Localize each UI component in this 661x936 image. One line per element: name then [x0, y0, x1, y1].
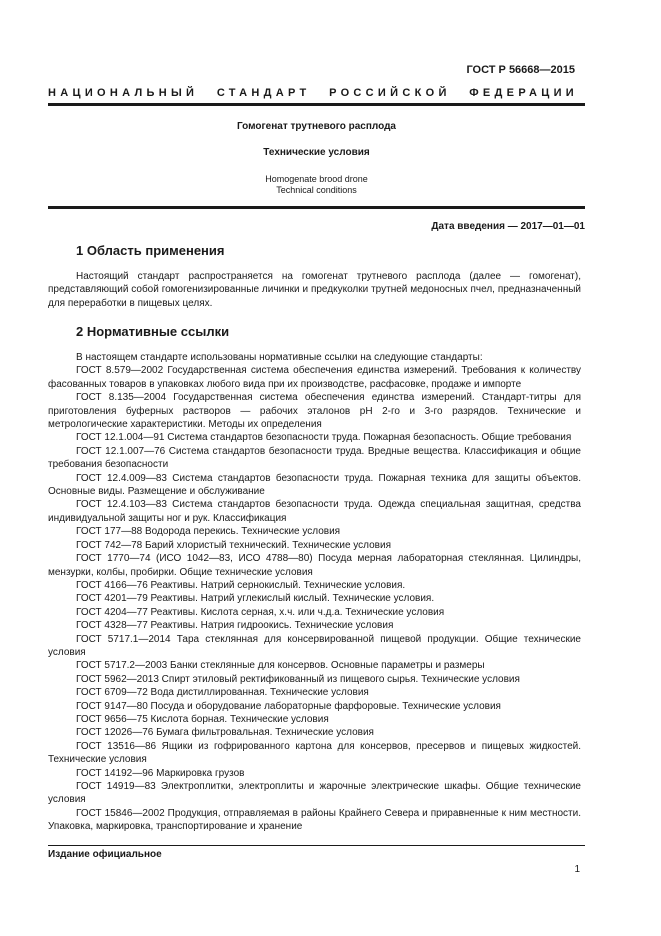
introduction-date: Дата введения — 2017—01—01: [431, 221, 585, 232]
banner-word-2: СТАНДАРТ: [216, 87, 311, 99]
section-1-body: [48, 270, 581, 310]
reference-item: ГОСТ 8.579—2002 Государственная система обеспечения единства измерений. Требования к количеству фасованных товаров в упаковках любого вида при их производстве, расфасовке, продаже и импорте: [48, 365, 581, 390]
document-subtitle: Технические условия: [263, 147, 370, 158]
reference-item: ГОСТ 15846—2002 Продукция, отправляемая в районы Крайнего Севера и приравненные к ним местности. Упаковка, маркировка, транспортирование и хранение: [48, 807, 581, 833]
page-number: 1: [574, 864, 580, 875]
reference-item: ГОСТ 5717.1—2014 Тара стеклянная для консервированной пищевой продукции. Общие технические условия: [48, 633, 581, 658]
banner-word-3: РОССИЙСКОЙ: [329, 87, 451, 99]
banner-word-1: НАЦИОНАЛЬНЫЙ: [48, 87, 199, 99]
english-title-line-2: Technical conditions: [276, 185, 357, 195]
reference-item: ГОСТ 4166—76 Реактивы. Натрий сернокислый. Технические условия.: [76, 579, 406, 591]
references-list: [48, 364, 581, 833]
reference-item: ГОСТ 12.1.004—91 Система стандартов безопасности труда. Пожарная безопасность. Общие требования: [76, 432, 572, 444]
banner-word-4: ФЕДЕРАЦИИ: [469, 87, 578, 99]
national-standard-banner: [48, 87, 578, 99]
section-2-intro: В настоящем стандарте использованы нормативные ссылки на следующие стандарты:: [76, 352, 483, 363]
reference-item: ГОСТ 6709—72 Вода дистиллированная. Технические условия: [76, 687, 369, 699]
reference-item: ГОСТ 4328—77 Реактивы. Натрия гидроокись. Технические условия: [76, 620, 394, 632]
reference-item: ГОСТ 742—78 Барий хлористый технический. Технические условия: [76, 539, 391, 551]
official-edition-label: Издание официальное: [48, 849, 162, 860]
reference-item: ГОСТ 1770—74 (ИСО 1042—83, ИСО 4788—80) Посуда мерная лабораторная стеклянная. Цилиндры, мензурки, колбы, пробирки. Общие технические условия: [48, 553, 581, 578]
top-divider: [48, 103, 585, 106]
reference-item: ГОСТ 9147—80 Посуда и оборудование лабораторные фарфоровые. Технические условия: [76, 700, 501, 712]
reference-item: ГОСТ 9656—75 Кислота борная. Технические условия: [76, 713, 329, 725]
section-2-heading: 2 Нормативные ссылки: [76, 324, 230, 339]
footer-divider: [48, 845, 585, 846]
english-title: [48, 174, 585, 196]
reference-item: ГОСТ 12.1.007—76 Система стандартов безопасности труда. Вредные вещества. Классификация и общие требования безопасности: [48, 445, 581, 471]
reference-item: ГОСТ 5717.2—2003 Банки стеклянные для консервов. Основные параметры и размеры: [76, 660, 485, 672]
reference-item: ГОСТ 14192—96 Маркировка грузов: [76, 767, 245, 779]
reference-item: ГОСТ 13516—86 Ящики из гофрированного картона для консервов, пресервов и пищевых жидкостей. Технические условия: [48, 740, 581, 766]
reference-item: ГОСТ 12.4.009—83 Система стандартов безопасности труда. Пожарная техника для защиты объектов. Основные виды. Размещение и обслуживание: [48, 472, 581, 498]
document-title: Гомогенат трутневого расплода: [236, 121, 396, 132]
section-2-body: [48, 351, 581, 834]
section-1-heading: 1 Область применения: [76, 243, 225, 258]
reference-item: ГОСТ 8.135—2004 Государственная система обеспечения единства измерений. Стандарт-титры для приготовления буферных растворов — рабочих эталонов рН 2-го и 3-го разрядов. Технические и метрологические характеристики. Методы их определения: [48, 392, 581, 431]
document-code: ГОСТ Р 56668—2015: [466, 64, 575, 76]
title-block: [48, 121, 585, 196]
reference-item: ГОСТ 12.4.103—83 Система стандартов безопасности труда. Одежда специальная защитная, средства индивидуальной защиты ног и рук. Классификация: [48, 499, 581, 524]
reference-item: ГОСТ 177—88 Водорода перекись. Технические условия: [76, 526, 341, 538]
section-1-paragraph: Настоящий стандарт распространяется на гомогенат трутневого расплода (далее — гомогенат), представляющий собой гомогенизированные личинки и предкуколки трутней медоносных пчел, предназначенный для переработки в пищевых целях.: [48, 271, 581, 309]
reference-item: ГОСТ 4201—79 Реактивы. Натрий углекислый кислый. Технические условия.: [76, 593, 435, 605]
reference-item: ГОСТ 14919—83 Электроплитки, электроплиты и жарочные электрические шкафы. Общие технические условия: [48, 781, 581, 806]
english-title-line-1: Homogenate brood drone: [265, 174, 368, 184]
title-divider: [48, 206, 585, 209]
reference-item: ГОСТ 4204—77 Реактивы. Кислота серная, х.ч. или ч.д.а. Технические условия: [76, 606, 445, 618]
reference-item: ГОСТ 12026—76 Бумага фильтровальная. Технические условия: [76, 727, 374, 739]
reference-item: ГОСТ 5962—2013 Спирт этиловый ректификованный из пищевого сырья. Технические условия: [76, 673, 520, 685]
